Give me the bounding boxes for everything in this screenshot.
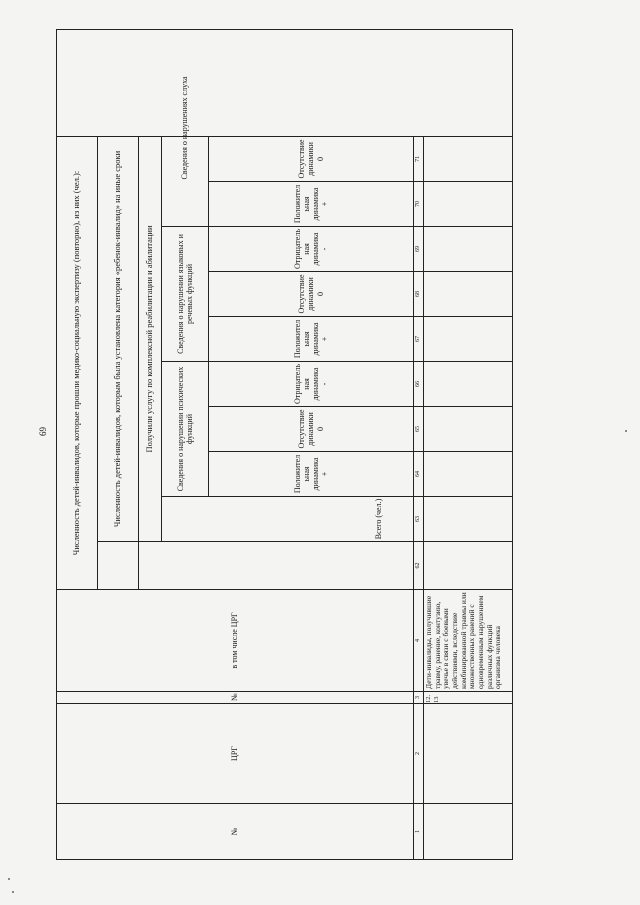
dyn-none: Отсутствие динамики 0 [209,407,414,452]
scan-mark [12,891,14,893]
scan-mark [625,430,627,432]
col-number: 3 [414,692,424,704]
header-received-service: Получили услугу по комплексной реабилитации и абилитации [139,136,162,541]
cell-total [424,542,513,590]
group-psych: Сведения о нарушении психических функций [162,362,209,497]
col-number: 4 [414,590,424,692]
header-set-category: Численность детей-инвалидов, которым была установлена категория «ребенок-инвалид» на иные сроки [98,136,139,541]
group-speech: Сведения о нарушении языковых и речевых функций [162,227,209,362]
col-number: 71 [414,136,424,181]
report-table [56,29,513,860]
cell-value [424,362,513,407]
cell-value [424,497,513,542]
header-spacer [139,542,414,590]
dyn-pos: Положительная динамика + [209,182,414,227]
cell-value [424,272,513,317]
empty-right-column [57,29,513,136]
rotated-table-frame [56,30,503,860]
col-number: 64 [414,452,424,497]
group-hearing: Сведения о нарушениях слуха [162,29,209,226]
page-number: 69 [38,427,48,436]
dyn-pos: Положительная динамика + [209,317,414,362]
col-number: 65 [414,407,424,452]
cell-value [424,182,513,227]
col-number: 70 [414,182,424,227]
header-total: Всего (чел.) [162,497,414,542]
header-passed: Численность детей-инвалидов, которые прошли медико-социальную экспертизу (повторно), из них (чел.): [57,136,98,589]
cell-value [424,407,513,452]
header-crg: ЦРГ [57,704,414,804]
dyn-neg: Отрицательная динамика - [209,227,414,272]
header-spacer [98,542,139,590]
cell-value [424,136,513,181]
cell-crg [424,704,513,804]
col-number: 1 [414,804,424,860]
table-row [424,29,513,859]
dyn-none: Отсутствие динамики 0 [209,272,414,317]
col-number: 63 [414,497,424,542]
col-number: 67 [414,317,424,362]
col-number: 66 [414,362,424,407]
cell-value [424,452,513,497]
dyn-neg: Отрицательная динамика - [209,362,414,407]
scan-mark [8,878,10,880]
header-incl-crg: в том числе ЦРГ [57,590,414,692]
dyn-pos: Положительная динамика + [209,452,414,497]
cell-description: Дети-инвалиды, получившие травму, ранение, контузию, увечье в связи с боевыми действиями, вследствие комбинированной травмы или множественных ранений с одновременным нарушением различных функций организма человека [424,590,513,692]
cell-value [424,227,513,272]
col-number: 68 [414,272,424,317]
cell-value [424,317,513,362]
cell-code: 12.13 [424,692,513,704]
col-number: 2 [414,704,424,804]
cell-no [424,804,513,860]
col-number: 62 [414,542,424,590]
dyn-none: Отсутствие динамики 0 [209,136,414,181]
col-number: 69 [414,227,424,272]
header-num: № [57,692,414,704]
header-no: № [57,804,414,860]
